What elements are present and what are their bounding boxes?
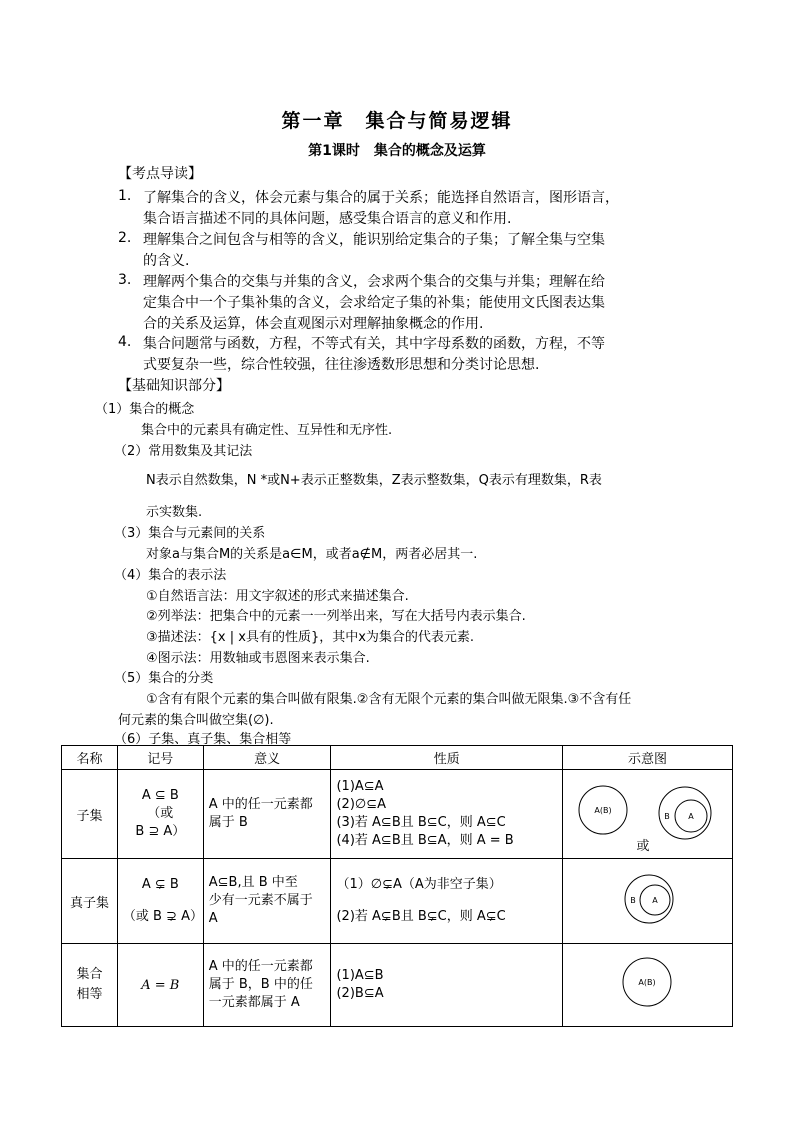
row-name: 集合 相等	[62, 944, 118, 1027]
section-6-title: （6）子集、真子集、集合相等	[114, 732, 292, 747]
notation-line: A ⊆ B	[141, 788, 179, 803]
guide-item-text: 合的关系及运算，体会直观图示对理解抽象概念的作用.	[143, 316, 484, 332]
property-line: (2)∅⊆A	[336, 797, 387, 812]
row-name: 子集	[62, 770, 118, 859]
table-header: 记号	[117, 746, 203, 770]
row-meaning	[203, 944, 331, 1027]
venn-label: A	[652, 896, 658, 905]
subset-table	[61, 745, 733, 1027]
guide-item-text: 的含义.	[143, 253, 190, 269]
guide-item-text: 集合问题常与函数，方程，不等式有关，其中字母系数的函数，方程，不等	[143, 336, 605, 352]
notation-line: A = B	[141, 977, 180, 993]
guide-item-num: 4.	[118, 334, 132, 350]
meaning-line: A 中的任一元素都	[208, 959, 313, 974]
meaning-line: 一元素都属于 A	[208, 995, 300, 1010]
table-row	[62, 859, 733, 944]
row-notation	[117, 770, 203, 859]
basics-heading: 【基础知识部分】	[118, 378, 230, 394]
table-header: 性质	[331, 746, 562, 770]
row-meaning	[203, 859, 331, 944]
section-4-item: ①自然语言法：用文字叙述的形式来描述集合.	[146, 589, 409, 604]
meaning-line: A	[208, 911, 218, 926]
or-text: 或	[636, 839, 650, 854]
chapter-title: 第一章 集合与简易逻辑	[281, 110, 513, 132]
notation-line: （或	[147, 806, 174, 821]
guide-item-text: 定集合中一个子集补集的含义，会求给定子集的补集；能使用文氏图表达集	[143, 295, 605, 311]
row-name: 真子集	[62, 859, 118, 944]
guide-item-text: 了解集合的含义，体会元素与集合的属于关系；能选择自然语言，图形语言，	[143, 190, 619, 206]
section-1-title: （1）集合的概念	[95, 402, 195, 417]
row-properties	[331, 944, 562, 1027]
guide-item-num: 2.	[118, 230, 132, 246]
row-diagram	[562, 770, 732, 859]
notation-line: B ⊇ A）	[135, 824, 186, 839]
venn-label: A(B)	[594, 806, 612, 815]
guide-item-num: 3.	[118, 272, 132, 288]
section-2-title: （2）常用数集及其记法	[114, 444, 253, 459]
section-2-line1: N表示自然数集，N *或N+表示正整数集，Z表示整数集，Q表示有理数集，R表	[146, 473, 602, 488]
section-5-line1: ①含有有限个元素的集合叫做有限集.②含有无限个元素的集合叫做无限集.③不含有任	[146, 692, 632, 707]
meaning-line: 属于 B	[208, 815, 248, 830]
meaning-line: 属于 B，B 中的任	[208, 977, 313, 992]
guide-item-text: 理解集合之间包含与相等的含义，能识别给定集合的子集；了解全集与空集	[143, 232, 605, 248]
property-line: (4)若 A⊆B且 B⊆A，则 A = B	[336, 833, 514, 848]
table-header: 名称	[62, 746, 118, 770]
venn-label: B	[664, 812, 670, 821]
meaning-line: A 中的任一元素都	[208, 797, 313, 812]
section-3-title: （3）集合与元素间的关系	[114, 526, 266, 541]
notation-line: A ⊊ B	[141, 877, 179, 892]
row-diagram	[562, 859, 732, 944]
meaning-line: A⊆B,且 B 中至	[208, 875, 298, 890]
property-line: （1）∅⊊A（A为非空子集）	[336, 877, 502, 892]
table-header-row	[62, 746, 733, 770]
venn-label: B	[630, 896, 636, 905]
table-header: 意义	[203, 746, 331, 770]
section-4-item: ③描述法：{x | x具有的性质}，其中x为集合的代表元素.	[146, 630, 475, 645]
section-3-body: 对象a与集合M的关系是a∈M，或者a∉M，两者必居其一.	[146, 547, 478, 562]
row-properties	[331, 859, 562, 944]
property-line: (3)若 A⊆B且 B⊆C，则 A⊆C	[336, 815, 506, 830]
section-5-title: （5）集合的分类	[114, 671, 214, 686]
guide-item-text: 式要复杂一些，综合性较强，往往渗透数形思想和分类讨论思想.	[143, 357, 540, 373]
venn-label: A	[688, 812, 694, 821]
guide-item-text: 理解两个集合的交集与并集的含义，会求两个集合的交集与并集；理解在给	[143, 274, 605, 290]
venn-diagram-subset	[563, 770, 731, 854]
guide-item-num: 1.	[118, 188, 132, 204]
row-properties	[331, 770, 562, 859]
row-notation	[117, 944, 203, 1027]
venn-label: A(B)	[638, 978, 656, 987]
section-4-title: （4）集合的表示法	[114, 568, 227, 583]
guide-heading: 【考点导读】	[118, 166, 202, 182]
property-line: (2)B⊆A	[336, 986, 384, 1001]
lesson-title: 第1课时 集合的概念及运算	[308, 143, 486, 159]
table-row	[62, 770, 733, 859]
meaning-line: 少有一元素不属于	[208, 893, 313, 908]
section-2-line2: 示实数集.	[146, 505, 203, 520]
row-meaning	[203, 770, 331, 859]
guide-item-text: 集合语言描述不同的具体问题，感受集合语言的意义和作用.	[143, 211, 512, 227]
row-diagram	[562, 944, 732, 1027]
table-header: 示意图	[562, 746, 732, 770]
venn-diagram-proper-subset	[563, 859, 731, 939]
section-4-item: ②列举法：把集合中的元素一一列举出来，写在大括号内表示集合.	[146, 609, 526, 624]
property-line: (2)若 A⊊B且 B⊊C，则 A⊊C	[336, 909, 506, 924]
section-1-body: 集合中的元素具有确定性、互异性和无序性.	[141, 423, 393, 438]
venn-diagram-equal	[563, 944, 731, 1022]
property-line: (1)A⊆A	[336, 779, 384, 794]
section-4-item: ④图示法：用数轴或韦恩图来表示集合.	[146, 651, 370, 666]
property-line: (1)A⊆B	[336, 968, 384, 983]
section-5-line2: 何元素的集合叫做空集(∅).	[118, 713, 274, 728]
row-notation	[117, 859, 203, 944]
table-row	[62, 944, 733, 1027]
notation-line: （或 B ⊋ A）	[122, 909, 203, 924]
